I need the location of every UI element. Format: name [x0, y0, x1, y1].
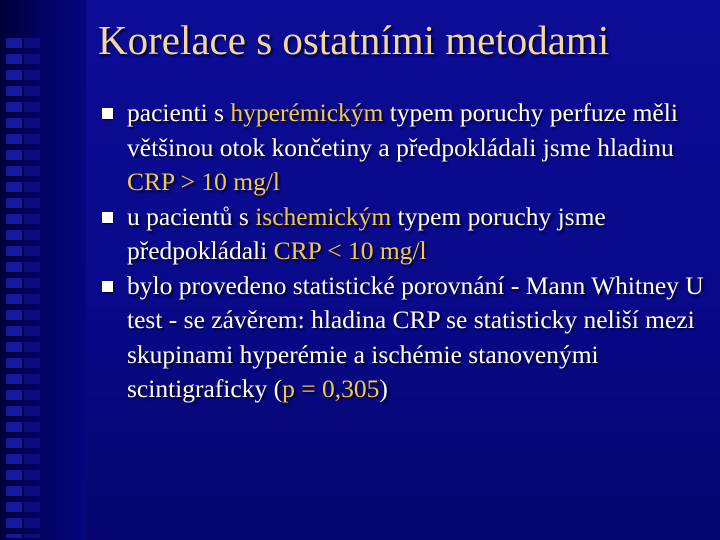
bullet-highlight: hyperémickým — [230, 98, 384, 127]
square-bullet-icon — [102, 108, 113, 119]
bullet-highlight: p = 0,305 — [282, 374, 380, 403]
bullet-text-part: pacienti s — [127, 98, 231, 127]
slide-title: Korelace s ostatními metodami — [98, 17, 610, 63]
bullet-highlight: ischemickým — [255, 201, 392, 231]
bullet-text-part: u pacientů s — [127, 201, 256, 231]
bullet-highlight: CRP > 10 mg/l — [127, 167, 281, 196]
bullet-text-part: bylo provedeno statistické porovnání - Mann Whitney U test - se závěrem: hladina CRP se statisticky neliší mezi skupinami hyperémie a ischémie stanovenými scintigraficky ( — [127, 270, 704, 403]
bullet-text-part: typem poruchy perfuze měli většinou otok končetiny a předpokládali jsme hladinu — [127, 98, 678, 162]
decorative-square-pattern-faint — [24, 38, 40, 538]
square-bullet-icon — [102, 281, 113, 292]
bullet-highlight: CRP < 10 mg/l — [273, 236, 427, 265]
bullet-item-ischemic — [96, 200, 712, 269]
decorative-left-strip — [0, 0, 86, 540]
bullet-item-statistics — [96, 269, 712, 407]
decorative-square-pattern — [6, 38, 22, 538]
bullet-item-hyperemic — [96, 96, 712, 200]
square-bullet-icon — [102, 212, 113, 223]
bullet-list — [96, 96, 712, 407]
bullet-text-part: ) — [379, 374, 388, 403]
bullet-text-part: typem poruchy jsme předpokládali — [127, 201, 606, 265]
